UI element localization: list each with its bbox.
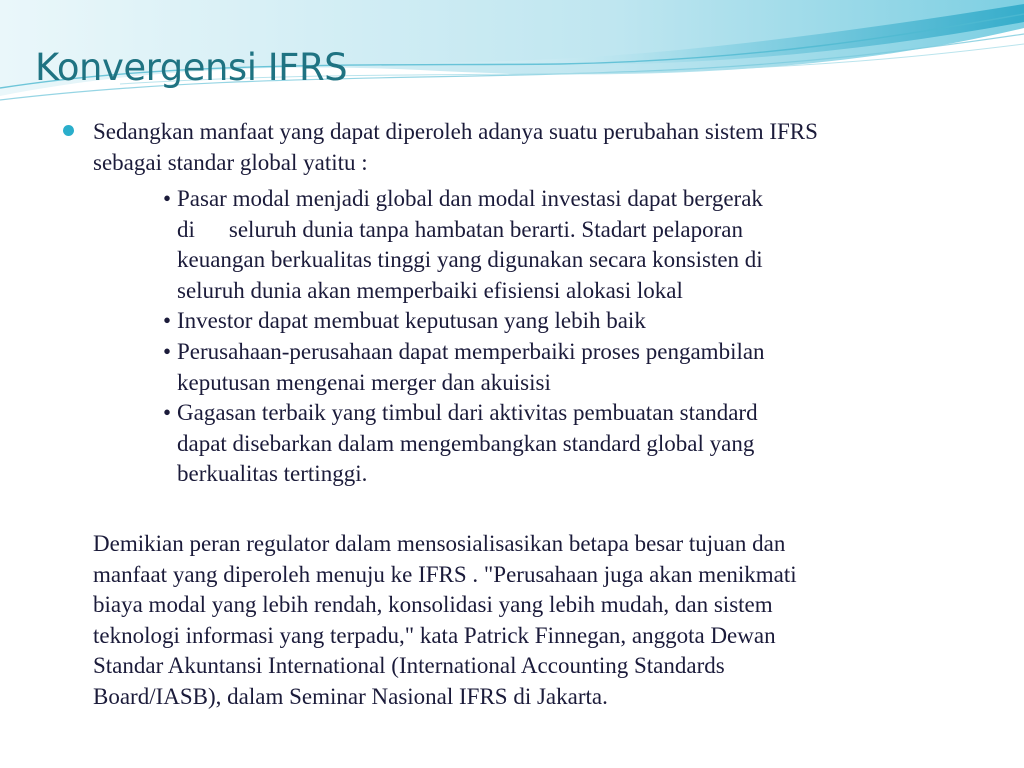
bullet-dot-icon	[63, 125, 74, 136]
bullet-mark: •	[163, 308, 172, 334]
benefit-item	[163, 184, 765, 306]
benefit-item	[163, 306, 765, 337]
slide-title: Konvergensi IFRS	[35, 46, 348, 89]
benefit-line: Gagasan terbaik yang timbul dari aktivitas pembuatan standard	[177, 400, 758, 426]
closing-line: biaya modal yang lebih rendah, konsolidasi yang lebih mudah, dan sistem	[93, 592, 773, 618]
benefit-line-rest: seluruh dunia tanpa hambatan berarti. Stadart pelaporan	[228, 216, 743, 242]
intro-line: sebagai standar global yatitu :	[93, 149, 368, 175]
benefit-line: dapat disebarkan dalam mengembangkan standard global yang	[177, 430, 755, 456]
benefit-line: Perusahaan-perusahaan dapat memperbaiki proses pengambilan	[177, 338, 765, 364]
benefit-list	[163, 184, 765, 490]
intro-paragraph	[93, 117, 993, 178]
benefit-item	[163, 337, 765, 398]
closing-line: Standar Akuntansi International (International Accounting Standards	[93, 653, 725, 679]
benefit-line	[177, 215, 763, 246]
benefit-line: Pasar modal menjadi global dan modal investasi dapat bergerak	[177, 186, 763, 211]
closing-line: manfaat yang diperoleh menuju ke IFRS . "Perusahaan juga akan menikmati	[93, 561, 797, 587]
benefit-item-text	[177, 184, 763, 306]
benefit-line: keputusan mengenai merger dan akuisisi	[177, 369, 551, 395]
intro-line: Sedangkan manfaat yang dapat diperoleh adanya suatu perubahan sistem IFRS	[93, 119, 818, 144]
closing-line: teknologi informasi yang terpadu," kata Patrick Finnegan, anggota Dewan	[93, 622, 776, 648]
benefit-item-text	[177, 337, 765, 398]
benefit-line: seluruh dunia akan memperbaiki efisiensi alokasi lokal	[177, 277, 683, 303]
benefit-line: keuangan berkualitas tinggi yang digunakan secara konsisten di	[177, 247, 763, 273]
benefit-line-lead: di	[177, 216, 195, 242]
benefit-line: Investor dapat membuat keputusan yang lebih baik	[177, 308, 646, 334]
benefit-item-text	[177, 398, 758, 490]
closing-line: Demikian peran regulator dalam mensosialisasikan betapa besar tujuan dan	[93, 531, 786, 556]
benefit-item	[163, 398, 765, 490]
bullet-mark: •	[163, 186, 172, 211]
benefit-item-text	[177, 306, 646, 337]
bullet-mark: •	[163, 400, 172, 426]
bullet-mark: •	[163, 338, 172, 364]
closing-line: Board/IASB), dalam Seminar Nasional IFRS di Jakarta.	[93, 683, 608, 709]
benefit-line: berkualitas tertinggi.	[177, 461, 368, 487]
closing-paragraph	[93, 529, 973, 713]
